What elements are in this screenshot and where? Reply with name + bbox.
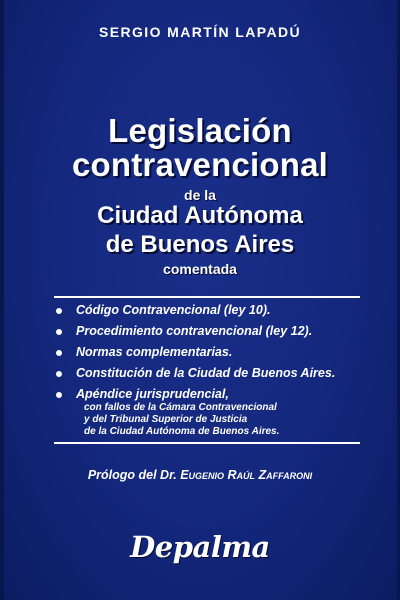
bullet-icon — [56, 308, 62, 314]
bullet-icon — [56, 392, 62, 398]
bottom-divider — [54, 442, 360, 444]
list-item-text: Normas complementarias. — [76, 345, 233, 359]
list-item — [54, 303, 374, 318]
contents-list — [54, 303, 374, 444]
list-subitem: con fallos de la Cámara Contravencional — [84, 402, 277, 413]
list-subitem: y del Tribunal Superior de Justicia — [84, 414, 248, 425]
list-item — [54, 366, 374, 381]
title-line-de-la: de la — [184, 187, 216, 203]
list-item-text: Procedimiento contravencional (ley 12). — [76, 324, 313, 338]
publisher-logo: Depalma — [130, 530, 270, 564]
list-item-text: Código Contravencional (ley 10). — [76, 303, 271, 317]
title-line-contravencional: contravencional — [71, 146, 329, 183]
author-name: SERGIO MARTÍN LAPADÚ — [99, 24, 301, 40]
title-line-buenos-aires: de Buenos Aires — [105, 231, 295, 258]
list-item-text: Constitución de la Ciudad de Buenos Aires. — [76, 366, 336, 380]
bullet-icon — [56, 350, 62, 356]
list-subitem: de la Ciudad Autónoma de Buenos Aires. — [84, 426, 280, 437]
list-item — [54, 345, 374, 360]
bullet-icon — [56, 329, 62, 335]
top-divider — [54, 296, 360, 298]
list-item-text: Apéndice jurisprudencial, — [76, 387, 229, 401]
bullet-icon — [56, 371, 62, 377]
prologue-author-name: Eugenio Raúl Zaffaroni — [180, 468, 313, 482]
title-line-legislacion: Legislación — [108, 112, 292, 149]
title-line-comentada: comentada — [163, 261, 237, 277]
prologue-credit — [0, 468, 400, 482]
prologue-prefix: Prólogo del Dr. — [87, 468, 177, 482]
title-line-ciudad-autonoma: Ciudad Autónoma — [97, 202, 303, 229]
list-item — [54, 324, 374, 339]
list-item — [54, 387, 374, 438]
